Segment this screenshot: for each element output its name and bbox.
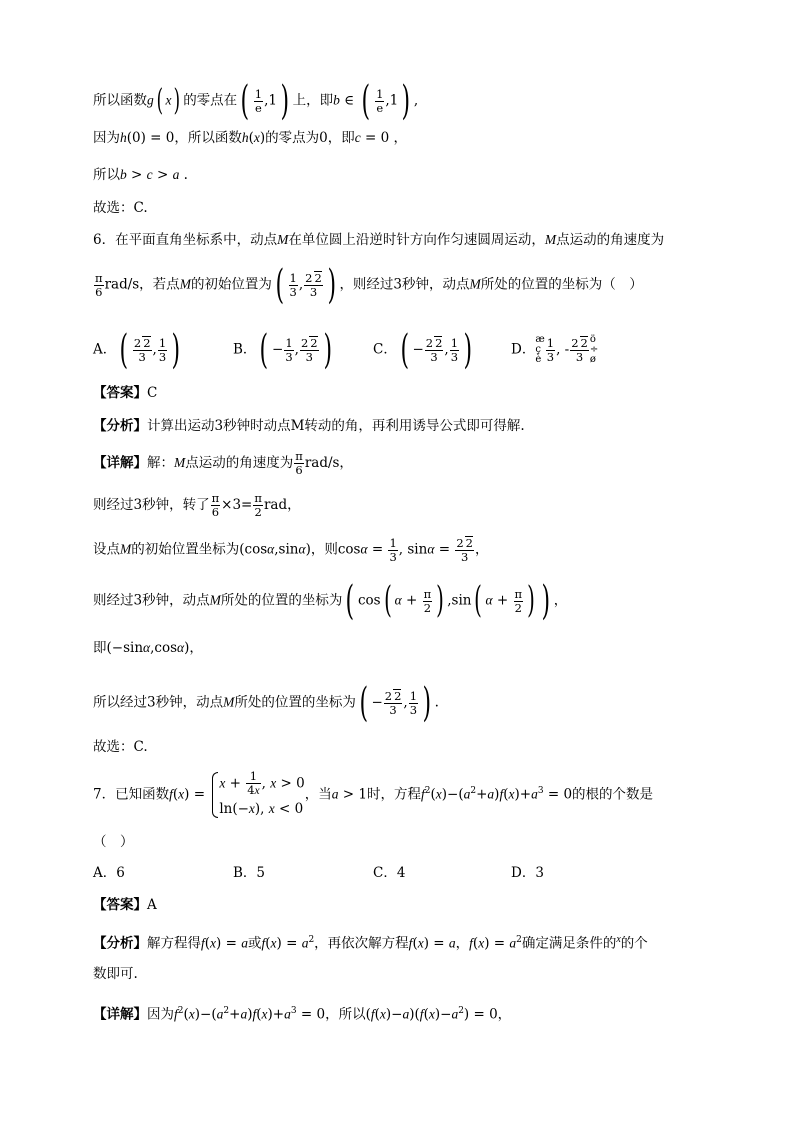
text: 时，方程 bbox=[366, 786, 421, 803]
answer-value: A bbox=[147, 897, 157, 913]
detail-tag: 【详解】 bbox=[93, 1006, 147, 1023]
text: 故选：C. bbox=[93, 739, 148, 755]
text: 则经过3秒钟，动点 bbox=[93, 592, 210, 609]
text: ，则经过3秒钟，动点 bbox=[339, 276, 470, 293]
option-d[interactable]: D．3 bbox=[511, 865, 544, 881]
text: 确定满足条件的 bbox=[521, 935, 617, 952]
text: 的初始位置坐标为 bbox=[131, 541, 240, 558]
text: ，则 bbox=[310, 541, 338, 558]
analysis-tag: 【分析】 bbox=[93, 935, 147, 952]
answer-tag: 【答案】 bbox=[93, 897, 147, 913]
text: 设点 bbox=[93, 541, 120, 558]
text: 所以 bbox=[93, 167, 120, 183]
text: （ ） bbox=[93, 834, 134, 850]
question-7-line-1: 7．已知函数f(x) = x + $\frac{1}{4x}$ , x > 0 ln(−x), x < 0 ，当a > 1时，方程$f^2(x)-(a^2+a)f(x)+a^3 = 0$的根的个数是 bbox=[93, 770, 734, 820]
question-7-analysis-2 bbox=[93, 964, 734, 984]
text: ， bbox=[455, 935, 470, 952]
text: ，当 bbox=[304, 786, 332, 803]
text: 在单位圆上沿逆时针方向作匀速圆周运动， bbox=[288, 232, 545, 248]
text: 因为 bbox=[93, 130, 120, 146]
text: 在平面直角坐标系中，动点 bbox=[115, 232, 278, 248]
text: 因为 bbox=[147, 1006, 174, 1023]
text: 点运动的角速度为 bbox=[185, 455, 294, 471]
solution-line-compare: 所以b > c > a . bbox=[93, 167, 188, 183]
text: 所处的位置的坐标为（ ） bbox=[480, 276, 643, 293]
analysis-tag: 【分析】 bbox=[93, 418, 147, 434]
text: 的零点为0，即 bbox=[265, 130, 355, 146]
text: ，再依次解方程 bbox=[314, 935, 409, 952]
text: 的根的个数是 bbox=[572, 786, 654, 803]
text: 计算出运动3秒钟时动点M转动的角，再利用诱导公式即可得解. bbox=[147, 418, 525, 434]
text: 故选：C. bbox=[93, 200, 148, 216]
solution-line-zeros-g: 所以函数g( x) 的零点在( $\frac{1}{e}$ ,1) 上，即b ∈ ( $\frac{1}{e}$ ,1) , bbox=[93, 78, 419, 124]
answer-selection bbox=[93, 198, 734, 218]
question-number: 6． bbox=[93, 232, 116, 248]
question-number: 7． bbox=[93, 786, 116, 803]
text: 的个 bbox=[620, 935, 648, 952]
detail-tag: 【详解】 bbox=[93, 455, 147, 471]
option-c[interactable]: C．( − $\frac{2 2}{3}$ , $\frac{1}{3}$ ) bbox=[373, 327, 473, 373]
option-a[interactable]: A．( $\frac{2 2}{3}$ , $\frac{1}{3}$ ) bbox=[93, 327, 181, 373]
question-6-options bbox=[93, 327, 734, 373]
question-7-analysis-1: 【分析】解方程得f(x) = a或$f(x) = a^2$，再依次解方程f(x) = a，$f(x) = a^2$确定满足条件的$^x$的个 bbox=[93, 934, 648, 952]
question-6-detail-5: 即(−sinα,cosα)， bbox=[93, 640, 203, 656]
text: ，所以 bbox=[325, 1006, 366, 1023]
question-6-detail-3: 设点M的初始位置坐标为(cosα,sinα)，则cosα = $\frac{1}{3}$ , sinα = $\frac{2 2}{3}$ ， bbox=[93, 535, 489, 564]
solution-line-zeros-h: 因为h(0) = 0，所以函数h(x)的零点为0，即c = 0 ， bbox=[93, 130, 408, 146]
question-6-line-1: 6．在平面直角坐标系中，动点M在单位圆上沿逆时针方向作匀速圆周运动，M点运动的角速度为 bbox=[93, 232, 665, 248]
text: 点运动的角速度为 bbox=[556, 232, 665, 248]
text: 则经过3秒钟，转了 bbox=[93, 497, 210, 513]
answer-value: C bbox=[147, 385, 158, 401]
option-c[interactable]: C．4 bbox=[373, 865, 406, 881]
question-6-detail-6: 所以经过3秒钟，动点M所处的位置的坐标为( − $\frac{2 2}{3}$ , $\frac{1}{3}$ ) . bbox=[93, 680, 439, 726]
answer-selection-2 bbox=[93, 737, 734, 757]
option-b[interactable]: B．( − $\frac{1}{3}$ , $\frac{2 2}{3}$ ) bbox=[233, 327, 332, 373]
question-6-detail-2: 则经过3秒钟，转了 $\frac{\pi}{6}$ ×3= $\frac{\pi}{2}$ rad， bbox=[93, 491, 301, 519]
question-7-detail-1: 【详解】因为$f^2(x)-(a^2+a)f(x)+a^3 = 0$，所以$(f(x)-a)(f(x)-a^2) = 0$， bbox=[93, 1006, 512, 1023]
text: 或 bbox=[247, 935, 262, 952]
text: rad/s，若点 bbox=[104, 276, 180, 293]
text: 解方程得 bbox=[147, 935, 201, 952]
option-a[interactable]: A．6 bbox=[93, 865, 125, 881]
text: 的初始位置为 bbox=[190, 276, 272, 293]
option-d[interactable]: D．æ ç è $\frac{1}{3}$ , - $\frac{2 2}{3}$ ö ÷ ø bbox=[511, 334, 599, 365]
answer-tag: 【答案】 bbox=[93, 385, 147, 401]
text: 所处的位置的坐标为 bbox=[220, 592, 343, 609]
question-6-line-2: $\frac{\pi}{6}$ rad/s，若点M的初始位置为( $\frac{1}{3}$ , $\frac{2 2}{3}$ ) ，则经过3秒钟，动点M所处的位置的坐标为（ ） bbox=[95, 262, 643, 308]
text: 的零点在 bbox=[183, 92, 238, 109]
question-6-answer bbox=[93, 383, 734, 403]
text: 即 bbox=[93, 640, 107, 656]
text: 已知函数 bbox=[115, 786, 170, 803]
question-7-answer bbox=[93, 895, 734, 915]
option-b[interactable]: B．5 bbox=[233, 865, 266, 881]
text: 所处的位置的坐标为 bbox=[234, 694, 356, 711]
question-7-options bbox=[93, 863, 734, 883]
question-6-analysis bbox=[93, 416, 734, 436]
question-6-detail-1: 【详解】解：M点运动的角速度为 $\frac{\pi}{6}$ rad/s， bbox=[93, 449, 353, 477]
text: 上，即 bbox=[292, 92, 334, 109]
text: 所以经过3秒钟，动点 bbox=[93, 694, 224, 711]
text: ，所以函数 bbox=[174, 130, 242, 146]
question-6-detail-4: 则经过3秒钟，动点M所处的位置的坐标为( cos( α + $\frac{\pi}{2}$ ) ,sin( α + $\frac{\pi}{2}$ ) ) ， bbox=[93, 578, 568, 624]
text: 数即可. bbox=[93, 966, 138, 982]
text: 解： bbox=[147, 455, 174, 471]
question-7-line-2 bbox=[93, 832, 734, 852]
text: 所以函数 bbox=[93, 92, 147, 109]
